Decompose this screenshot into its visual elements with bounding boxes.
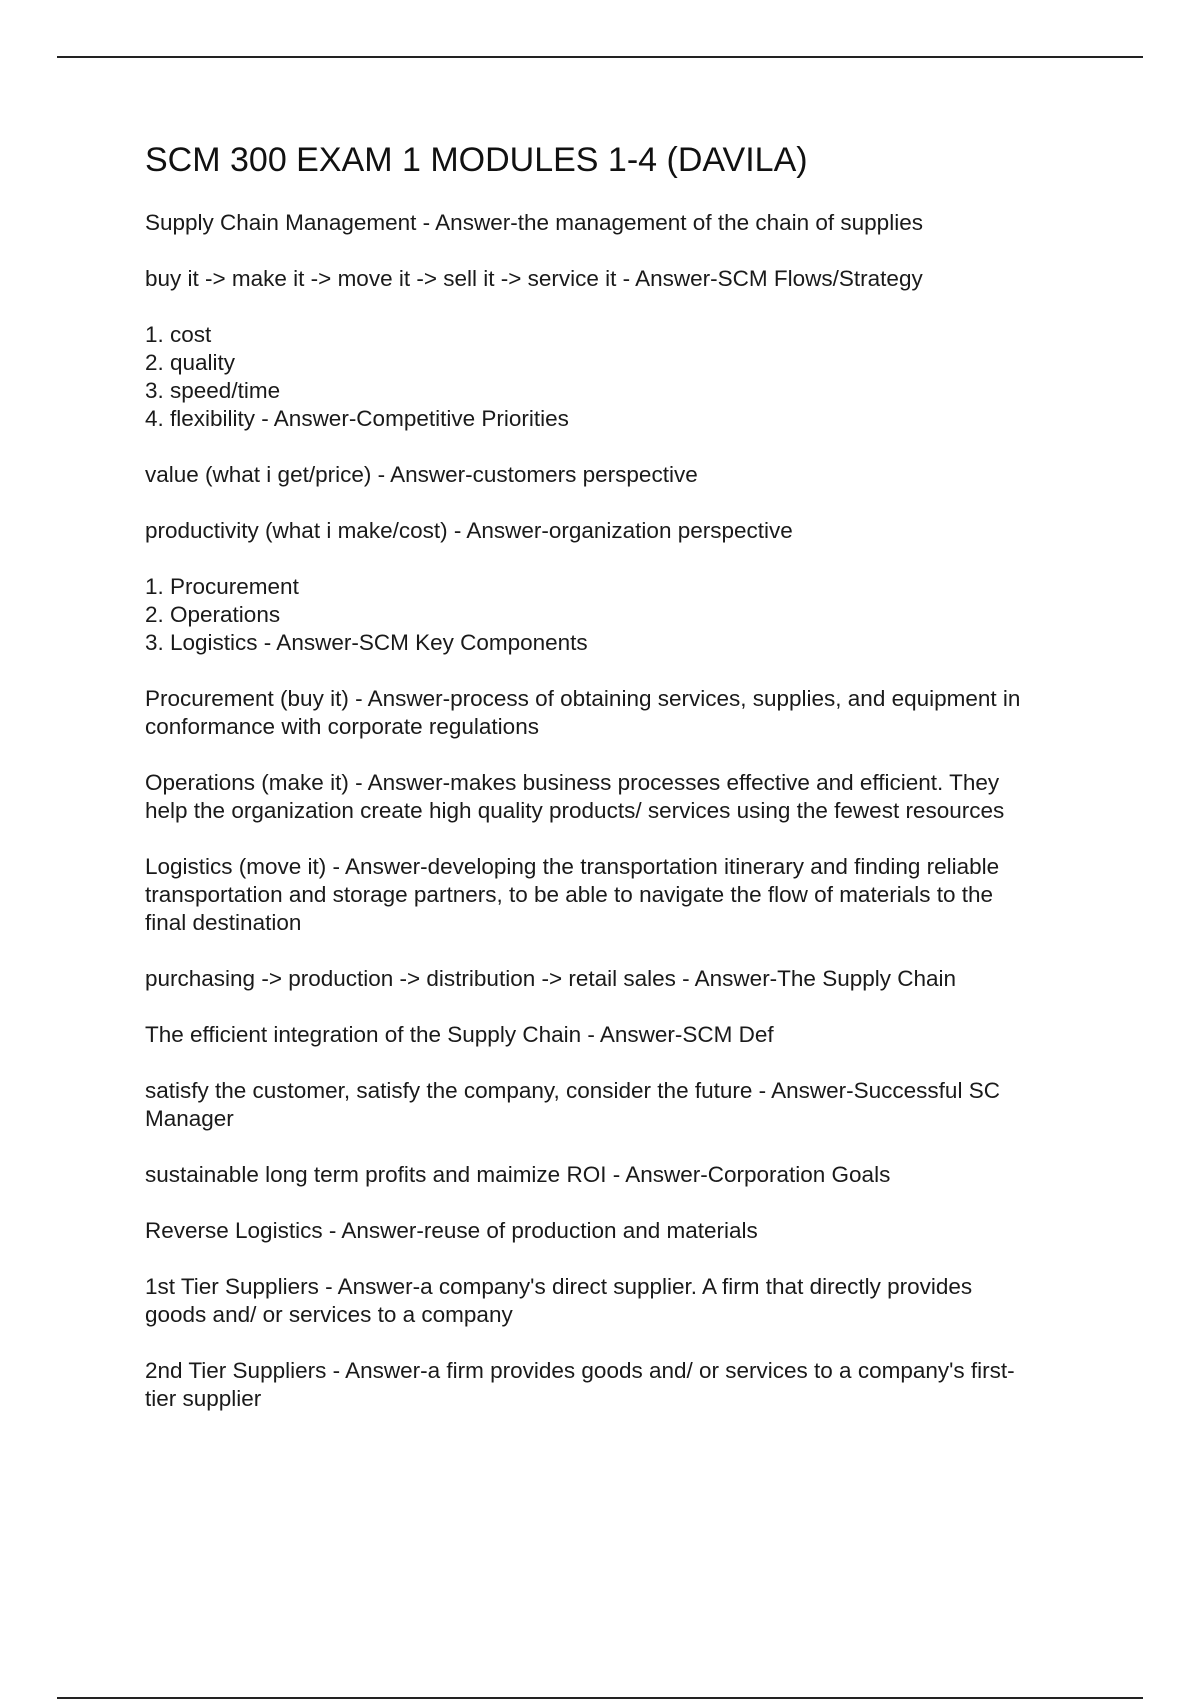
entry-line: 1st Tier Suppliers - Answer-a company's direct supplier. A firm that directly provides — [145, 1273, 973, 1299]
entry-line: 3. Logistics - Answer-SCM Key Components — [145, 629, 588, 655]
entry-line: value (what i get/price) - Answer-customers perspective — [145, 461, 698, 487]
qa-entry — [145, 1357, 1095, 1413]
entry-line: 2. quality — [145, 349, 236, 375]
entry-line: Reverse Logistics - Answer-reuse of production and materials — [145, 1217, 758, 1243]
qa-entry — [145, 1077, 1095, 1133]
entry-line: Operations (make it) - Answer-makes business processes effective and efficient. They — [145, 769, 1000, 795]
entry-line: Manager — [145, 1105, 234, 1131]
qa-entry — [145, 853, 1095, 937]
qa-entry — [145, 265, 1095, 293]
document-title: SCM 300 EXAM 1 MODULES 1-4 (DAVILA) — [145, 141, 808, 179]
qa-entry — [145, 573, 1095, 657]
entry-line: Supply Chain Management - Answer-the management of the chain of supplies — [145, 209, 923, 235]
entry-line: help the organization create high quality products/ services using the fewest resources — [145, 797, 1005, 823]
qa-entry — [145, 517, 1095, 545]
entry-line: conformance with corporate regulations — [145, 713, 539, 739]
qa-entry — [145, 685, 1095, 741]
qa-entry — [145, 965, 1095, 993]
entry-line: 2nd Tier Suppliers - Answer-a firm provides goods and/ or services to a company's first- — [145, 1357, 1015, 1383]
entry-line: 2. Operations — [145, 601, 281, 627]
entry-line: 1. cost — [145, 321, 212, 347]
entry-line: tier supplier — [145, 1385, 262, 1411]
entry-line: productivity (what i make/cost) - Answer-organization perspective — [145, 517, 793, 543]
entry-line: satisfy the customer, satisfy the company, consider the future - Answer-Successful SC — [145, 1077, 1000, 1103]
bottom-divider — [57, 1697, 1143, 1699]
entry-line: Procurement (buy it) - Answer-process of obtaining services, supplies, and equipment in — [145, 685, 1021, 711]
qa-entry — [145, 1217, 1095, 1245]
entry-list — [145, 209, 1095, 1413]
document-body — [145, 140, 1095, 1441]
entry-line: The efficient integration of the Supply Chain - Answer-SCM Def — [145, 1021, 774, 1047]
entry-line: purchasing -> production -> distribution -> retail sales - Answer-The Supply Chain — [145, 965, 957, 991]
entry-line: 3. speed/time — [145, 377, 281, 403]
qa-entry — [145, 1161, 1095, 1189]
entry-line: sustainable long term profits and maimize ROI - Answer-Corporation Goals — [145, 1161, 891, 1187]
top-divider — [57, 56, 1143, 58]
qa-entry — [145, 209, 1095, 237]
entry-line: transportation and storage partners, to be able to navigate the flow of materials to the — [145, 881, 994, 907]
qa-entry — [145, 461, 1095, 489]
entry-line: Logistics (move it) - Answer-developing the transportation itinerary and finding reliable — [145, 853, 1000, 879]
entry-line: 1. Procurement — [145, 573, 299, 599]
qa-entry — [145, 1273, 1095, 1329]
qa-entry — [145, 769, 1095, 825]
entry-line: final destination — [145, 909, 302, 935]
qa-entry — [145, 1021, 1095, 1049]
entry-line: 4. flexibility - Answer-Competitive Priorities — [145, 405, 569, 431]
entry-line: buy it -> make it -> move it -> sell it -> service it - Answer-SCM Flows/Strategy — [145, 265, 923, 291]
qa-entry — [145, 321, 1095, 433]
entry-line: goods and/ or services to a company — [145, 1301, 513, 1327]
